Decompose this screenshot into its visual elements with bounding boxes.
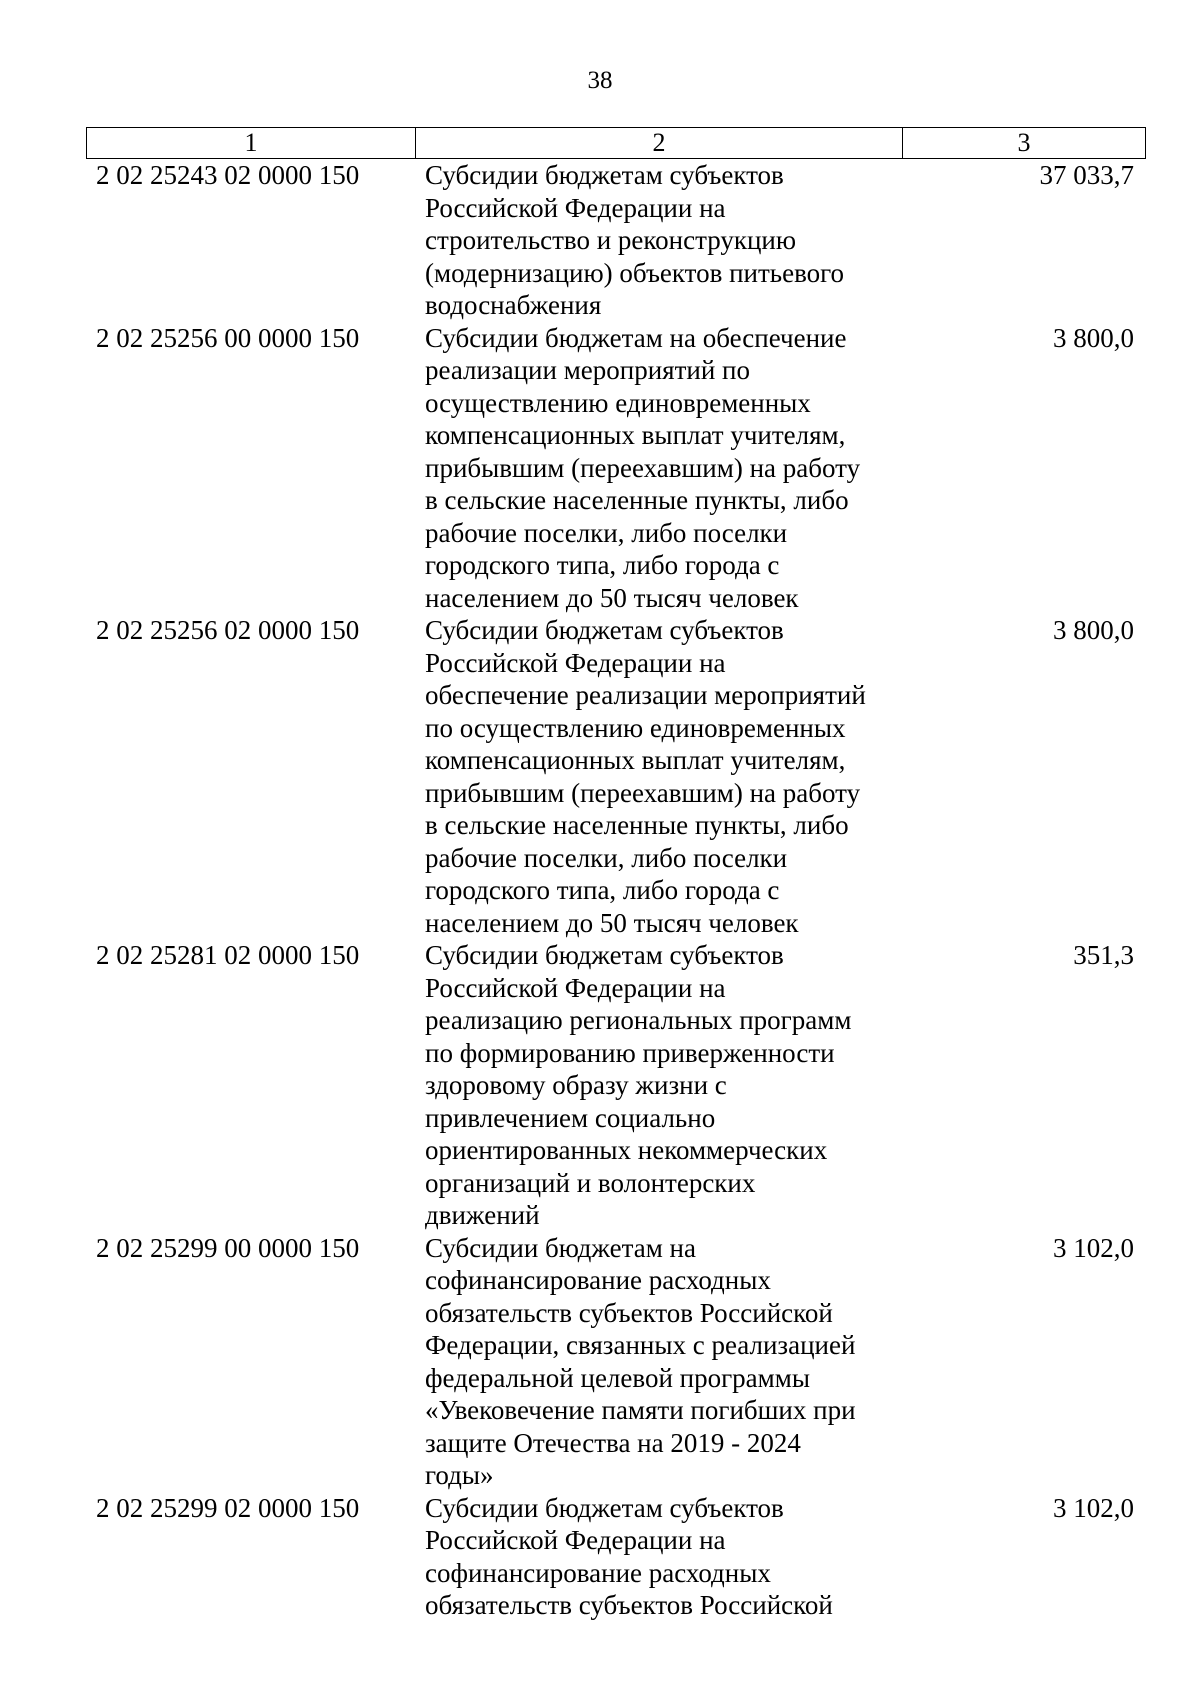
header-cell-1: 1: [87, 128, 416, 158]
description-cell: [415, 159, 902, 322]
description-line: Российской Федерации на: [425, 972, 726, 1003]
description-cell: [415, 1232, 902, 1492]
description-line: реализацию региональных программ: [425, 1005, 852, 1035]
description-line: софинансирование расходных: [425, 1265, 771, 1295]
description-cell: [415, 614, 902, 939]
description-line: городского типа, либо города с: [425, 550, 780, 580]
description-line: обеспечение реализации мероприятий: [425, 680, 866, 710]
description-line: рабочие поселки, либо поселки: [425, 842, 788, 873]
description-cell: [415, 1492, 902, 1622]
table-row: [86, 1492, 1146, 1622]
description-line: «Увековечение памяти погибших при: [425, 1395, 856, 1425]
description-line: организаций и волонтерских: [425, 1167, 756, 1198]
description-line: годы»: [425, 1460, 494, 1490]
description-line: федеральной целевой программы: [425, 1362, 810, 1393]
table-row: [86, 1232, 1146, 1492]
description-line: осуществлению единовременных: [425, 387, 811, 418]
description-line: Российской Федерации на: [425, 192, 726, 223]
table-body: [86, 159, 1146, 1622]
budget-code-cell: 2 02 25299 02 0000 150: [96, 1492, 360, 1523]
header-cell-2: 2: [416, 128, 903, 158]
description-line: компенсационных выплат учителям,: [425, 745, 846, 775]
description-line: Субсидии бюджетам на: [425, 1232, 696, 1263]
budget-code-cell: 2 02 25256 02 0000 150: [96, 615, 360, 645]
amount-cell: 3 102,0: [1053, 1232, 1134, 1263]
table-row: [86, 322, 1146, 615]
description-line: прибывшим (переехавшим) на работу: [425, 452, 861, 483]
amount-cell: 3 800,0: [1053, 615, 1134, 645]
description-cell: [415, 322, 902, 615]
description-line: Субсидии бюджетам субъектов: [425, 940, 784, 970]
budget-code-cell: 2 02 25281 02 0000 150: [96, 940, 360, 970]
page-number: 38: [587, 67, 613, 94]
description-line: компенсационных выплат учителям,: [425, 420, 846, 450]
description-cell: [415, 939, 902, 1232]
description-line: водоснабжения: [425, 290, 602, 320]
description-line: строительство и реконструкцию: [425, 225, 797, 255]
description-line: привлечением социально: [425, 1102, 716, 1133]
description-line: населением до 50 тысяч человек: [425, 907, 799, 938]
amount-cell: 351,3: [1073, 940, 1134, 970]
description-line: Российской Федерации на: [425, 647, 726, 678]
description-line: по осуществлению единовременных: [425, 712, 846, 743]
description-line: софинансирование расходных: [425, 1557, 771, 1588]
budget-code-cell: 2 02 25256 00 0000 150: [96, 322, 360, 353]
description-line: защите Отечества на 2019 - 2024: [425, 1427, 801, 1458]
description-line: здоровому образу жизни с: [425, 1070, 727, 1100]
description-line: по формированию приверженности: [425, 1037, 835, 1068]
description-line: прибывшим (переехавшим) на работу: [425, 777, 861, 808]
table-row: [86, 159, 1146, 322]
description-line: Федерации, связанных с реализацией: [425, 1330, 856, 1360]
description-line: Субсидии бюджетам субъектов: [425, 160, 784, 190]
description-line: движений: [425, 1200, 540, 1230]
description-line: Субсидии бюджетам субъектов: [425, 615, 784, 645]
description-line: в сельские населенные пункты, либо: [425, 485, 849, 515]
amount-cell: 3 800,0: [1053, 322, 1134, 353]
table-header-row: [86, 127, 1146, 159]
description-line: (модернизацию) объектов питьевого: [425, 257, 845, 288]
budget-code-cell: 2 02 25243 02 0000 150: [96, 160, 360, 190]
description-line: обязательств субъектов Российской: [425, 1297, 833, 1328]
description-line: реализации мероприятий по: [425, 355, 750, 385]
description-line: городского типа, либо города с: [425, 875, 780, 905]
description-line: рабочие поселки, либо поселки: [425, 517, 788, 548]
description-line: в сельские населенные пункты, либо: [425, 810, 849, 840]
header-cell-3: 3: [1017, 128, 1031, 157]
description-line: Российской Федерации на: [425, 1525, 726, 1555]
amount-cell: 3 102,0: [1053, 1492, 1134, 1523]
description-line: ориентированных некоммерческих: [425, 1135, 828, 1165]
description-line: Субсидии бюджетам субъектов: [425, 1492, 784, 1523]
table-row: [86, 614, 1146, 939]
description-line: населением до 50 тысяч человек: [425, 582, 799, 613]
description-line: Субсидии бюджетам на обеспечение: [425, 322, 847, 353]
amount-cell: 37 033,7: [1039, 160, 1134, 190]
table-row: [86, 939, 1146, 1232]
budget-code-cell: 2 02 25299 00 0000 150: [96, 1232, 360, 1263]
description-line: обязательств субъектов Российской: [425, 1590, 833, 1620]
